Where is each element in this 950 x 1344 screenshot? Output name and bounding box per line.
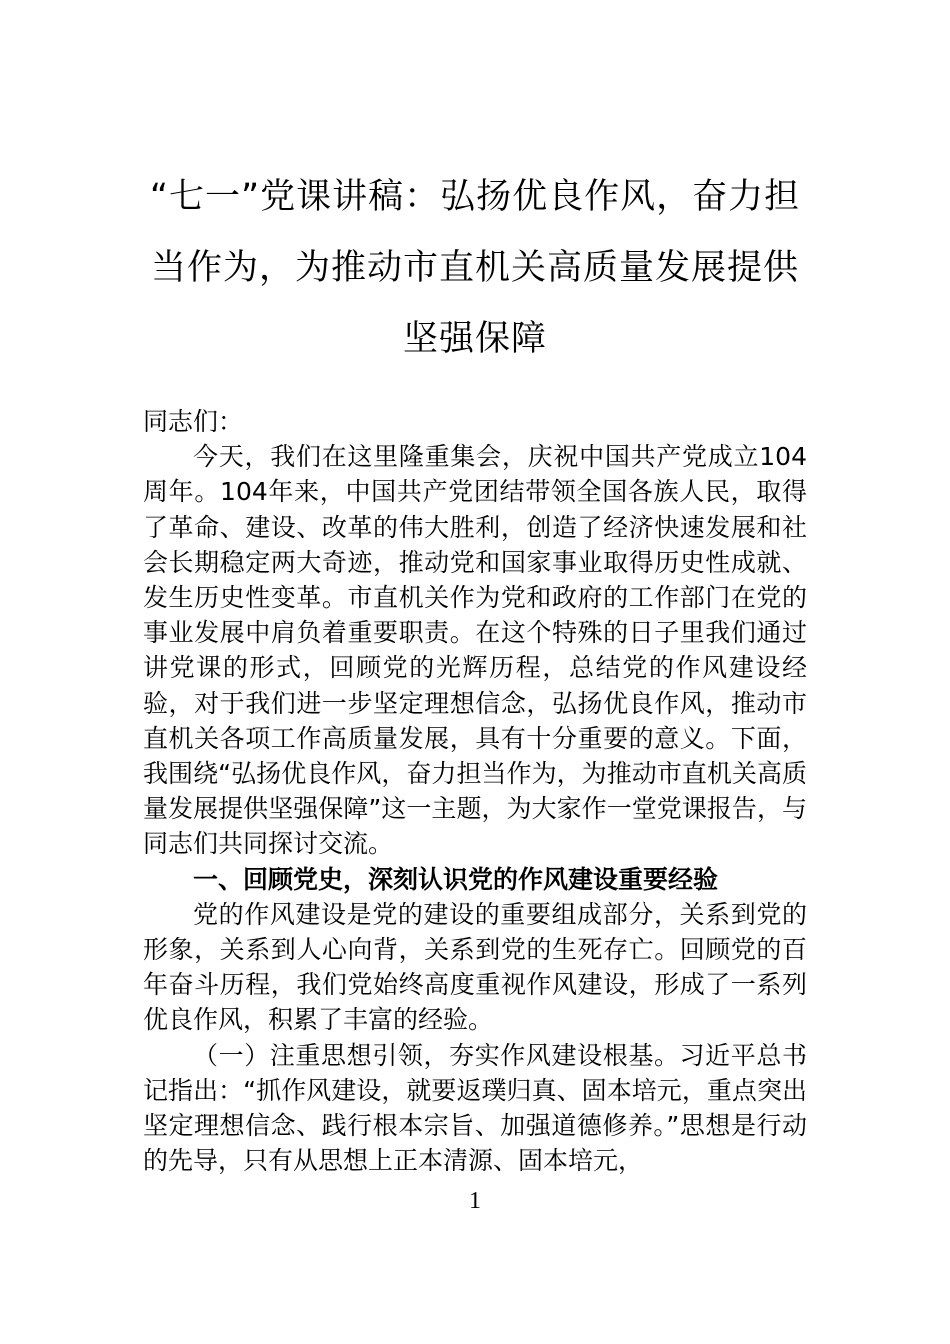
document-title: “七一”党课讲稿：弘扬优良作风，奋力担当作为，为推动市直机关高质量发展提供坚强保障 xyxy=(149,177,801,359)
document-body xyxy=(143,404,807,1178)
body-paragraph: （一）注重思想引领，夯实作风建设根基。习近平总书记指出：“抓作风建设，就要返璞归真、固本培元，重点突出坚定理想信念、践行根本宗旨、加强道德修养。”思想是行动的先导，只有从思想上正本清源、固本培元， xyxy=(143,1040,807,1176)
salutation: 同志们： xyxy=(143,407,244,436)
body-paragraph: 今天，我们在这里隆重集会，庆祝中国共产党成立104周年。104年来，中国共产党团结带领全国各族人民，取得了革命、建设、改革的伟大胜利，创造了经济快速发展和社会长期稳定两大奇迹，推动党和国家事业取得历史性成就、发生历史性变革。市直机关作为党和政府的工作部门在党的事业发展中肩负着重要职责。在这个特殊的日子里我们通过讲党课的形式，回顾党的光辉历程，总结党的作风建设经验，对于我们进一步坚定理想信念，弘扬优良作风，推动市直机关各项工作高质量发展，具有十分重要的意义。下面，我围绕“弘扬优良作风，奋力担当作为，为推动市直机关高质量发展提供坚强保障”这一主题，为大家作一堂党课报告，与同志们共同探讨交流。 xyxy=(143,442,807,859)
page-number: 1 xyxy=(469,1188,481,1214)
body-paragraph: 党的作风建设是党的建设的重要组成部分，关系到党的形象，关系到人心向背，关系到党的生死存亡。回顾党的百年奋斗历程，我们党始终高度重视作风建设，形成了一系列优良作风，积累了丰富的经验。 xyxy=(143,899,807,1035)
section-heading: 一、回顾党史，深刻认识党的作风建设重要经验 xyxy=(193,864,719,894)
